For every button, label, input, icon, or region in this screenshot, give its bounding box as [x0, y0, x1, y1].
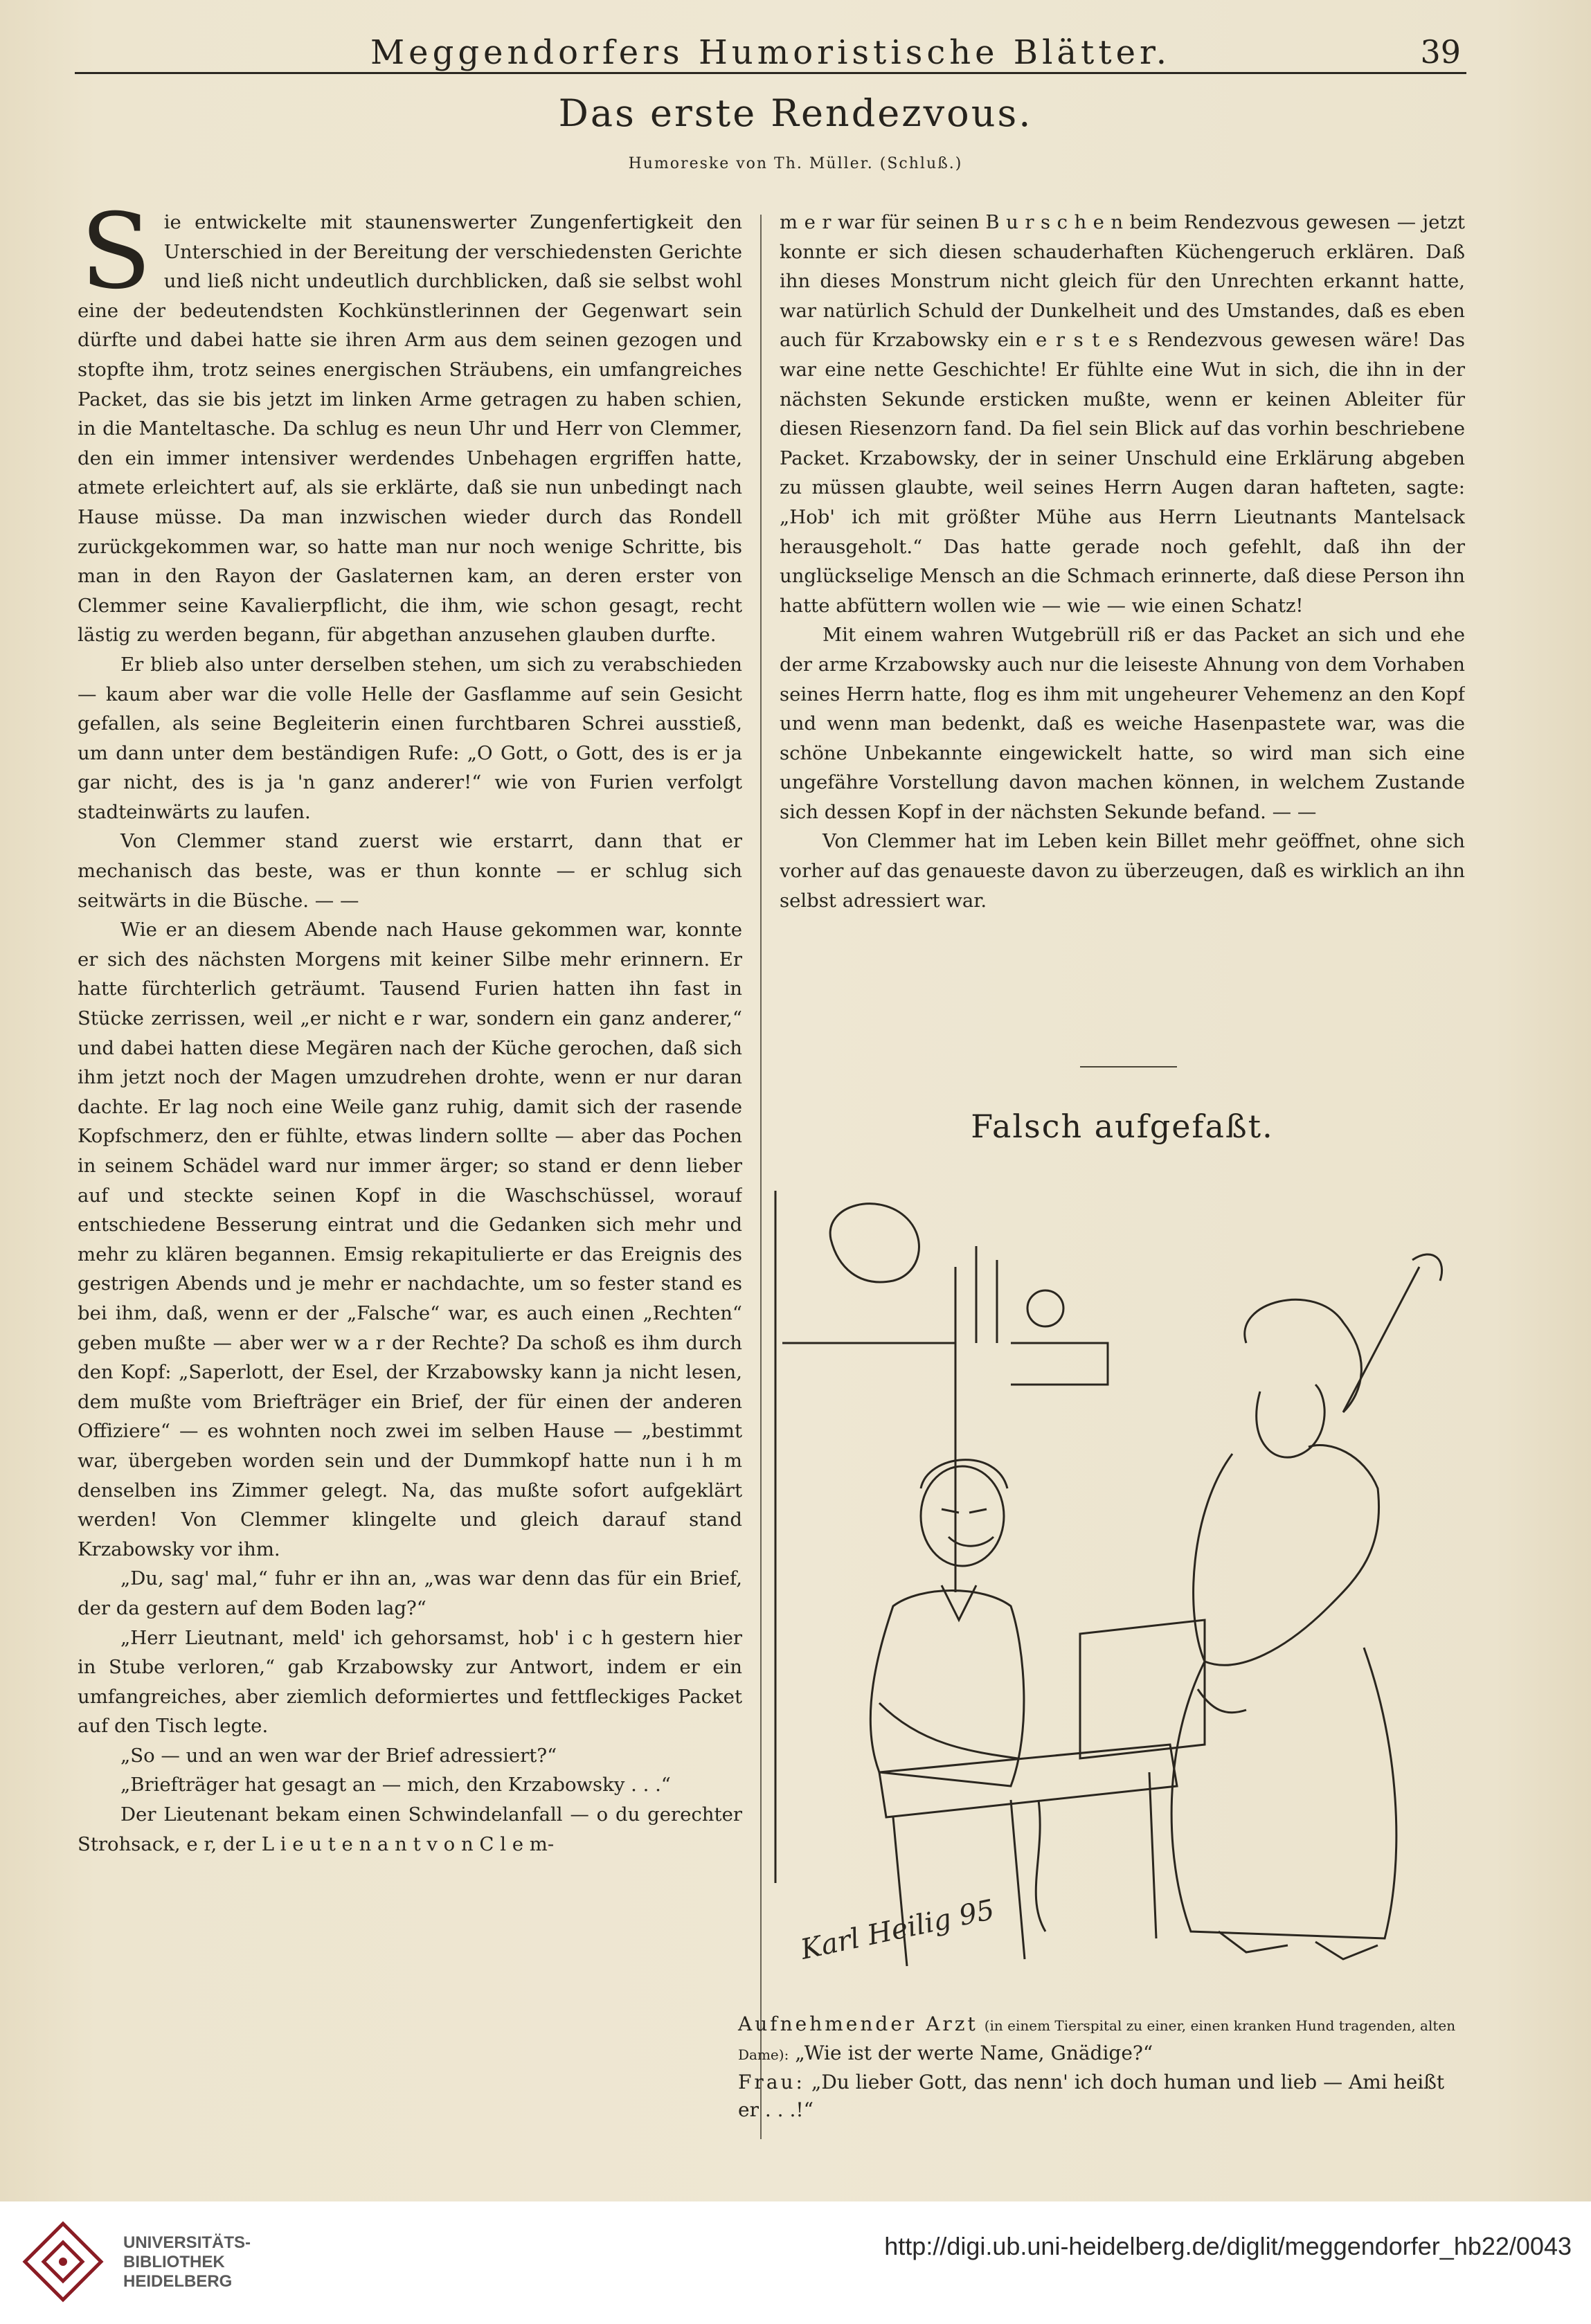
library-line: UNIVERSITÄTS-	[123, 2233, 251, 2252]
papers	[1036, 1800, 1045, 1931]
artist-signature: Karl Heilig 95	[798, 1893, 998, 1966]
books	[955, 1246, 997, 1343]
running-title: Meggendorfers Humoristische Blätter.	[370, 33, 1171, 72]
skull	[1027, 1290, 1063, 1326]
desk-top	[879, 1745, 1177, 1817]
source-url-link[interactable]: http://digi.ub.uni-heidelberg.de/diglit/meggendorfer_hb22/0043	[884, 2232, 1572, 2260]
cartoon-title: Falsch aufgefaßt.	[971, 1108, 1274, 1145]
paragraph: m e r war für seinen B u r s c h e n beim Rendezvous gewesen — jetzt konnte er sich diesen schauderhaften Küchengeruch erklären. Daß ihn dieses Monstrum nicht gleich für den Unrechten erkannt hatte, war natürlich Schuld der Dunkelheit und des Umstandes, daß es eben auch für Krzabowsky ein e r s t e s Rendezvous gewesen wäre! Das war eine nette Geschichte! Er fühlte eine Wut in sich, die ihn in der nächsten Sekunde ersticken mußte, wenn er keinen Ableiter für diesen Riesenzorn fand. Da fiel sein Blick auf das vorhin beschriebene Packet. Krzabowsky, der in seiner Unschuld eine Erklärung abgeben zu müssen glaubte, weil seines Herrn Augen daran hafteten, sagte: „Hob' ich mit größter Mühe aus Herrn Lieutnants Mantelsack herausgeholt.“ Das hatte gerade noch gefehlt, daß ihn der unglückselige Mensch an die Schmach erinnerte, daß diese Person ihn hatte abfüttern wollen wie — wie — wie einen Schatz!	[780, 211, 1465, 617]
lady-bonnet	[1245, 1299, 1362, 1412]
caption-line: „Wie ist der werte Name, Gnädige?“	[795, 2042, 1153, 2064]
paragraph	[78, 208, 742, 650]
pith-helmet	[830, 1204, 919, 1282]
caption-speaker: Frau:	[738, 2071, 805, 2093]
running-header	[75, 30, 1466, 74]
doctor-head	[921, 1466, 1004, 1566]
library-name	[123, 2233, 251, 2291]
paragraph: Der Lieutenant bekam einen Schwindelanfall — o du gerechter Strohsack, e r, der L i e u t e n a n t v o n C l e m-	[78, 1803, 742, 1855]
paragraph: Wie er an diesem Abende nach Hause gekommen war, konnte er sich des nächsten Morgens mit keiner Silbe mehr erinnern. Er hatte fürchterlich geträumt. Tausend Furien hatten ihn fast in Stücke zerrissen, weil „er nicht e r war, sondern ein ganz anderer,“ und dabei hatten diese Megären nach der Küche gerochen, daß sich ihm jetzt noch der Magen umzudrehen drohte, wenn er nur daran dachte. Er lag noch eine Weile ganz ruhig, damit sich der rasende Kopfschmerz, den er fühlte, etwas lindern sollte — aber das Pochen in seinem Schädel ward nur immer ärger; so stand er denn lieber auf und steckte seinen Kopf in die Waschschüssel, worauf entschiedene Besserung eintrat und die Gedanken sich mehr und mehr zu klären begannen. Emsig rekapitulierte er das Ereignis des gestrigen Abends und je mehr er nachdachte, um so fester stand es bei ihm, daß, wenn er der „Falsche“ war, es auch einen „Rechten“ geben mußte — aber wer w a r der Rechte? Da schoß es ihm durch den Kopf: „Saperlott, der Esel, der Krzabowsky kann ja nicht lesen, dem mußte vom Briefträger ein Brief, der für einen der anderen Offiziere“ — es wohnten noch zwei im selben Hause — „bestimmt war, übergeben worden sein und der Dummkopf hatte nun i h m denselben ins Zimmer gelegt. Na, das mußte sofort aufgeklärt werden! Von Clemmer klingelte und gleich darauf stand Krzabowsky vor ihm.	[78, 919, 742, 1560]
university-logo-icon	[18, 2217, 108, 2307]
caption-speaker: Aufnehmender Arzt	[738, 2012, 978, 2035]
paragraph-text: ie entwickelte mit staunenswerter Zungenfertigkeit den Unterschied in der Bereitung der verschiedensten Gerichte und ließ nicht undeutlich durchblicken, daß sie selbst wohl eine der bedeutendsten Kochkünstlerinnen der Gegenwart sein dürfte und dabei hatte sie ihren Arm aus dem seinen gezogen und stopfte ihm, trotz seines energischen Sträubens, ein umfangreiches Packet, das sie bis jetzt im linken Arme getragen zu haben schien, in die Manteltasche. Da schlug es neun Uhr und Herr von Clemmer, den ein immer intensiver werdendes Unbehagen ergriffen hatte, atmete erleichtert auf, als sie erklärte, daß sie nun unbedingt nach Hause müsse. Da man inzwischen wieder durch das Rondell zurückgekommen war, so hatte man nur noch wenige Schritte, bis man in den Rayon der Gaslaternen kam, an deren erster von Clemmer seine Kavalierpflicht, die ihm, wie schon gesagt, recht lästig zu werden begann, für abgethan anzusehen glauben durfte.	[78, 211, 742, 647]
paragraph: Von Clemmer stand zuerst wie erstarrt, dann that er mechanisch das beste, was er thun konnte — er schlug sich seitwärts in die Büsche. — —	[78, 830, 742, 912]
shelf-edge	[782, 1343, 955, 1592]
cartoon-caption	[738, 2010, 1465, 2124]
paragraph: „Herr Lieutnant, meld' ich gehorsamst, hob' i c h gestern hier in Stube verloren,“ gab Krzabowsky zur Antwort, indem er ein umfangreiches, aber ziemlich deformiertes und fettfleckiges Packet auf den Tisch legte.	[78, 1626, 742, 1738]
drop-cap: S	[80, 208, 152, 312]
page-number: 39	[1420, 33, 1461, 71]
cartoon-illustration	[720, 1163, 1468, 1994]
right-column	[780, 208, 1465, 1038]
inkstand	[1080, 1620, 1205, 1758]
paragraph: Er blieb also unter derselben stehen, um sich zu verabschieden — kaum aber war die volle Helle der Gasflamme auf sein Gesicht gefallen, als seine Begleiterin einen furchtbaren Schrei ausstieß, um dann unter dem beständigen Rufe: „O Gott, o Gott, des is er ja gar nicht, des is ja 'n ganz anderer!“ wie von Furien verfolgt stadteinwärts zu laufen.	[78, 653, 742, 823]
paragraph: „Briefträger hat gesagt an — mich, den Krzabowsky . . .“	[120, 1774, 671, 1796]
footer-bar	[0, 2201, 1591, 2324]
paragraph: „So — und an wen war der Brief adressiert?“	[120, 1744, 557, 1767]
library-line: BIBLIOTHEK	[123, 2253, 225, 2271]
section-rule	[1080, 1066, 1177, 1068]
left-column	[78, 208, 742, 2132]
paragraph: „Du, sag' mal,“ fuhr er ihn an, „was war denn das für ein Brief, der da gestern auf dem Boden lag?“	[78, 1567, 742, 1619]
caption-line: „Du lieber Gott, das nenn' ich doch human und lieb — Ami heißt er . . .!“	[738, 2071, 1445, 2121]
lady-shawl	[1194, 1445, 1379, 1666]
article-subtitle: Humoreske von Th. Müller. (Schluß.)	[628, 155, 963, 172]
library-line: HEIDELBERG	[123, 2272, 233, 2291]
paragraph: Von Clemmer hat im Leben kein Billet mehr geöffnet, ohne sich vorher auf das genaueste davon zu überzeugen, daß es wirklich an ihn selbst adressiert war.	[780, 830, 1465, 912]
article-title: Das erste Rendezvous.	[558, 91, 1033, 135]
caption-note: (in einem Tierspital zu einer, einen kranken Hund tragenden, alten Dame):	[738, 2017, 1456, 2063]
paragraph: Mit einem wahren Wutgebrüll riß er das Packet an sich und ehe der arme Krzabowsky auch nur die leiseste Ahnung von dem Vorhaben seines Herrn hatte, flog es ihm mit ungeheurer Vehemenz an den Kopf und wenn man bedenkt, daß es weiche Hasenpastete war, was die schöne Unbekannte eingewickelt hatte, so wird man sich eine ungefähre Vorstellung davon machen können, in welchem Zustande sich dessen Kopf in der nächsten Sekunde befand. — —	[780, 624, 1465, 823]
